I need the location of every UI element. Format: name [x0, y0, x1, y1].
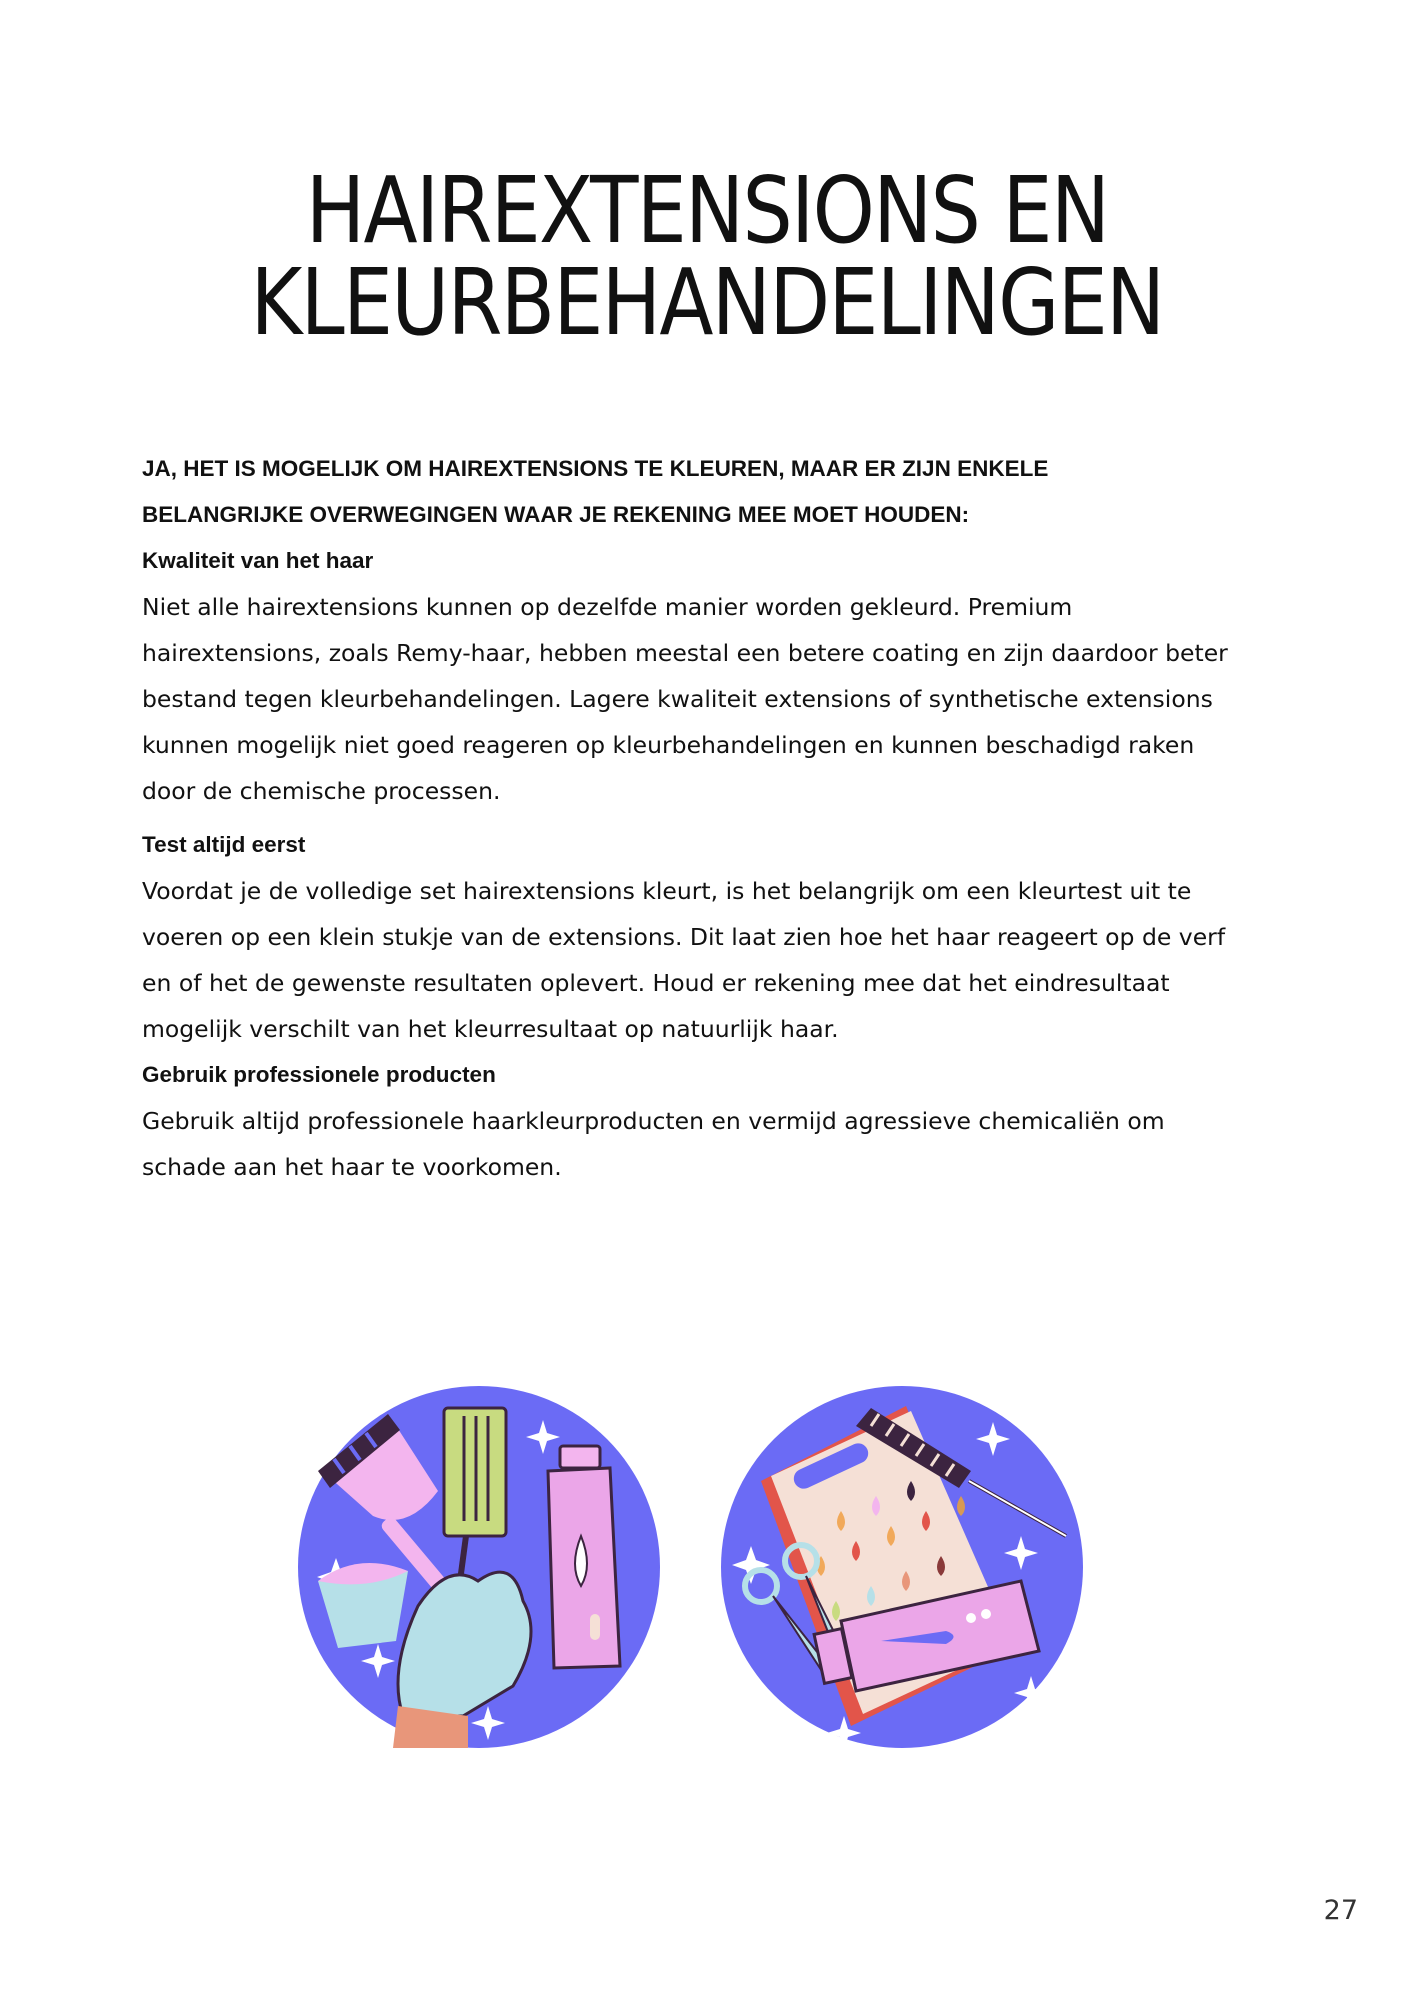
intro-line-1: JA, HET IS MOGELIJK OM HAIREXTENSIONS TE KLEUREN, MAAR ER ZIJN ENKELE [142, 456, 1049, 481]
hair-dye-tools-illustration [298, 1386, 660, 1748]
paragraph-line: hairextensions, zoals Remy-haar, hebben meestal een betere coating en zijn daardoor beter [142, 639, 1228, 667]
paragraph-line: Gebruik altijd professionele haarkleurproducten en vermijd agressieve chemicaliën om [142, 1107, 1165, 1135]
section-quality [142, 538, 1282, 814]
paragraph-line: Niet alle hairextensions kunnen op dezelfde manier worden gekleurd. Premium [142, 593, 1073, 621]
title-line-1: HAIREXTENSIONS EN [305, 157, 1109, 264]
paragraph-line: schade aan het haar te voorkomen. [142, 1153, 562, 1181]
page-number: 27 [1323, 1895, 1358, 1926]
intro-line-2: BELANGRIJKE OVERWEGINGEN WAAR JE REKENING MEE MOET HOUDEN: [142, 502, 970, 527]
paragraph-line: voeren op een klein stukje van de extensions. Dit laat zien hoe het haar reageert op de verf [142, 923, 1226, 951]
section-heading: Test altijd eerst [142, 832, 306, 857]
paragraph-line: en of het de gewenste resultaten oplevert. Houd er rekening mee dat het eindresultaat [142, 969, 1170, 997]
section-test [142, 822, 1282, 1052]
section-heading: Gebruik professionele producten [142, 1062, 496, 1087]
section-heading: Kwaliteit van het haar [142, 548, 374, 573]
section-products [142, 1052, 1282, 1190]
paragraph-line: door de chemische processen. [142, 777, 501, 805]
paragraph-line: Voordat je de volledige set hairextensions kleurt, is het belangrijk om een kleurtest uit te [142, 877, 1192, 905]
title-line-2: KLEURBEHANDELINGEN [250, 249, 1164, 356]
color-chart-illustration [721, 1386, 1083, 1748]
paragraph-line: mogelijk verschilt van het kleurresultaat op natuurlijk haar. [142, 1015, 839, 1043]
dye-tube-icon [548, 1446, 620, 1668]
article-content [142, 446, 1282, 1190]
paragraph-line: bestand tegen kleurbehandelingen. Lagere kwaliteit extensions of synthetische extensions [142, 685, 1213, 713]
paragraph-line: kunnen mogelijk niet goed reageren op kleurbehandelingen en kunnen beschadigd raken [142, 731, 1195, 759]
page-title [0, 157, 1414, 356]
